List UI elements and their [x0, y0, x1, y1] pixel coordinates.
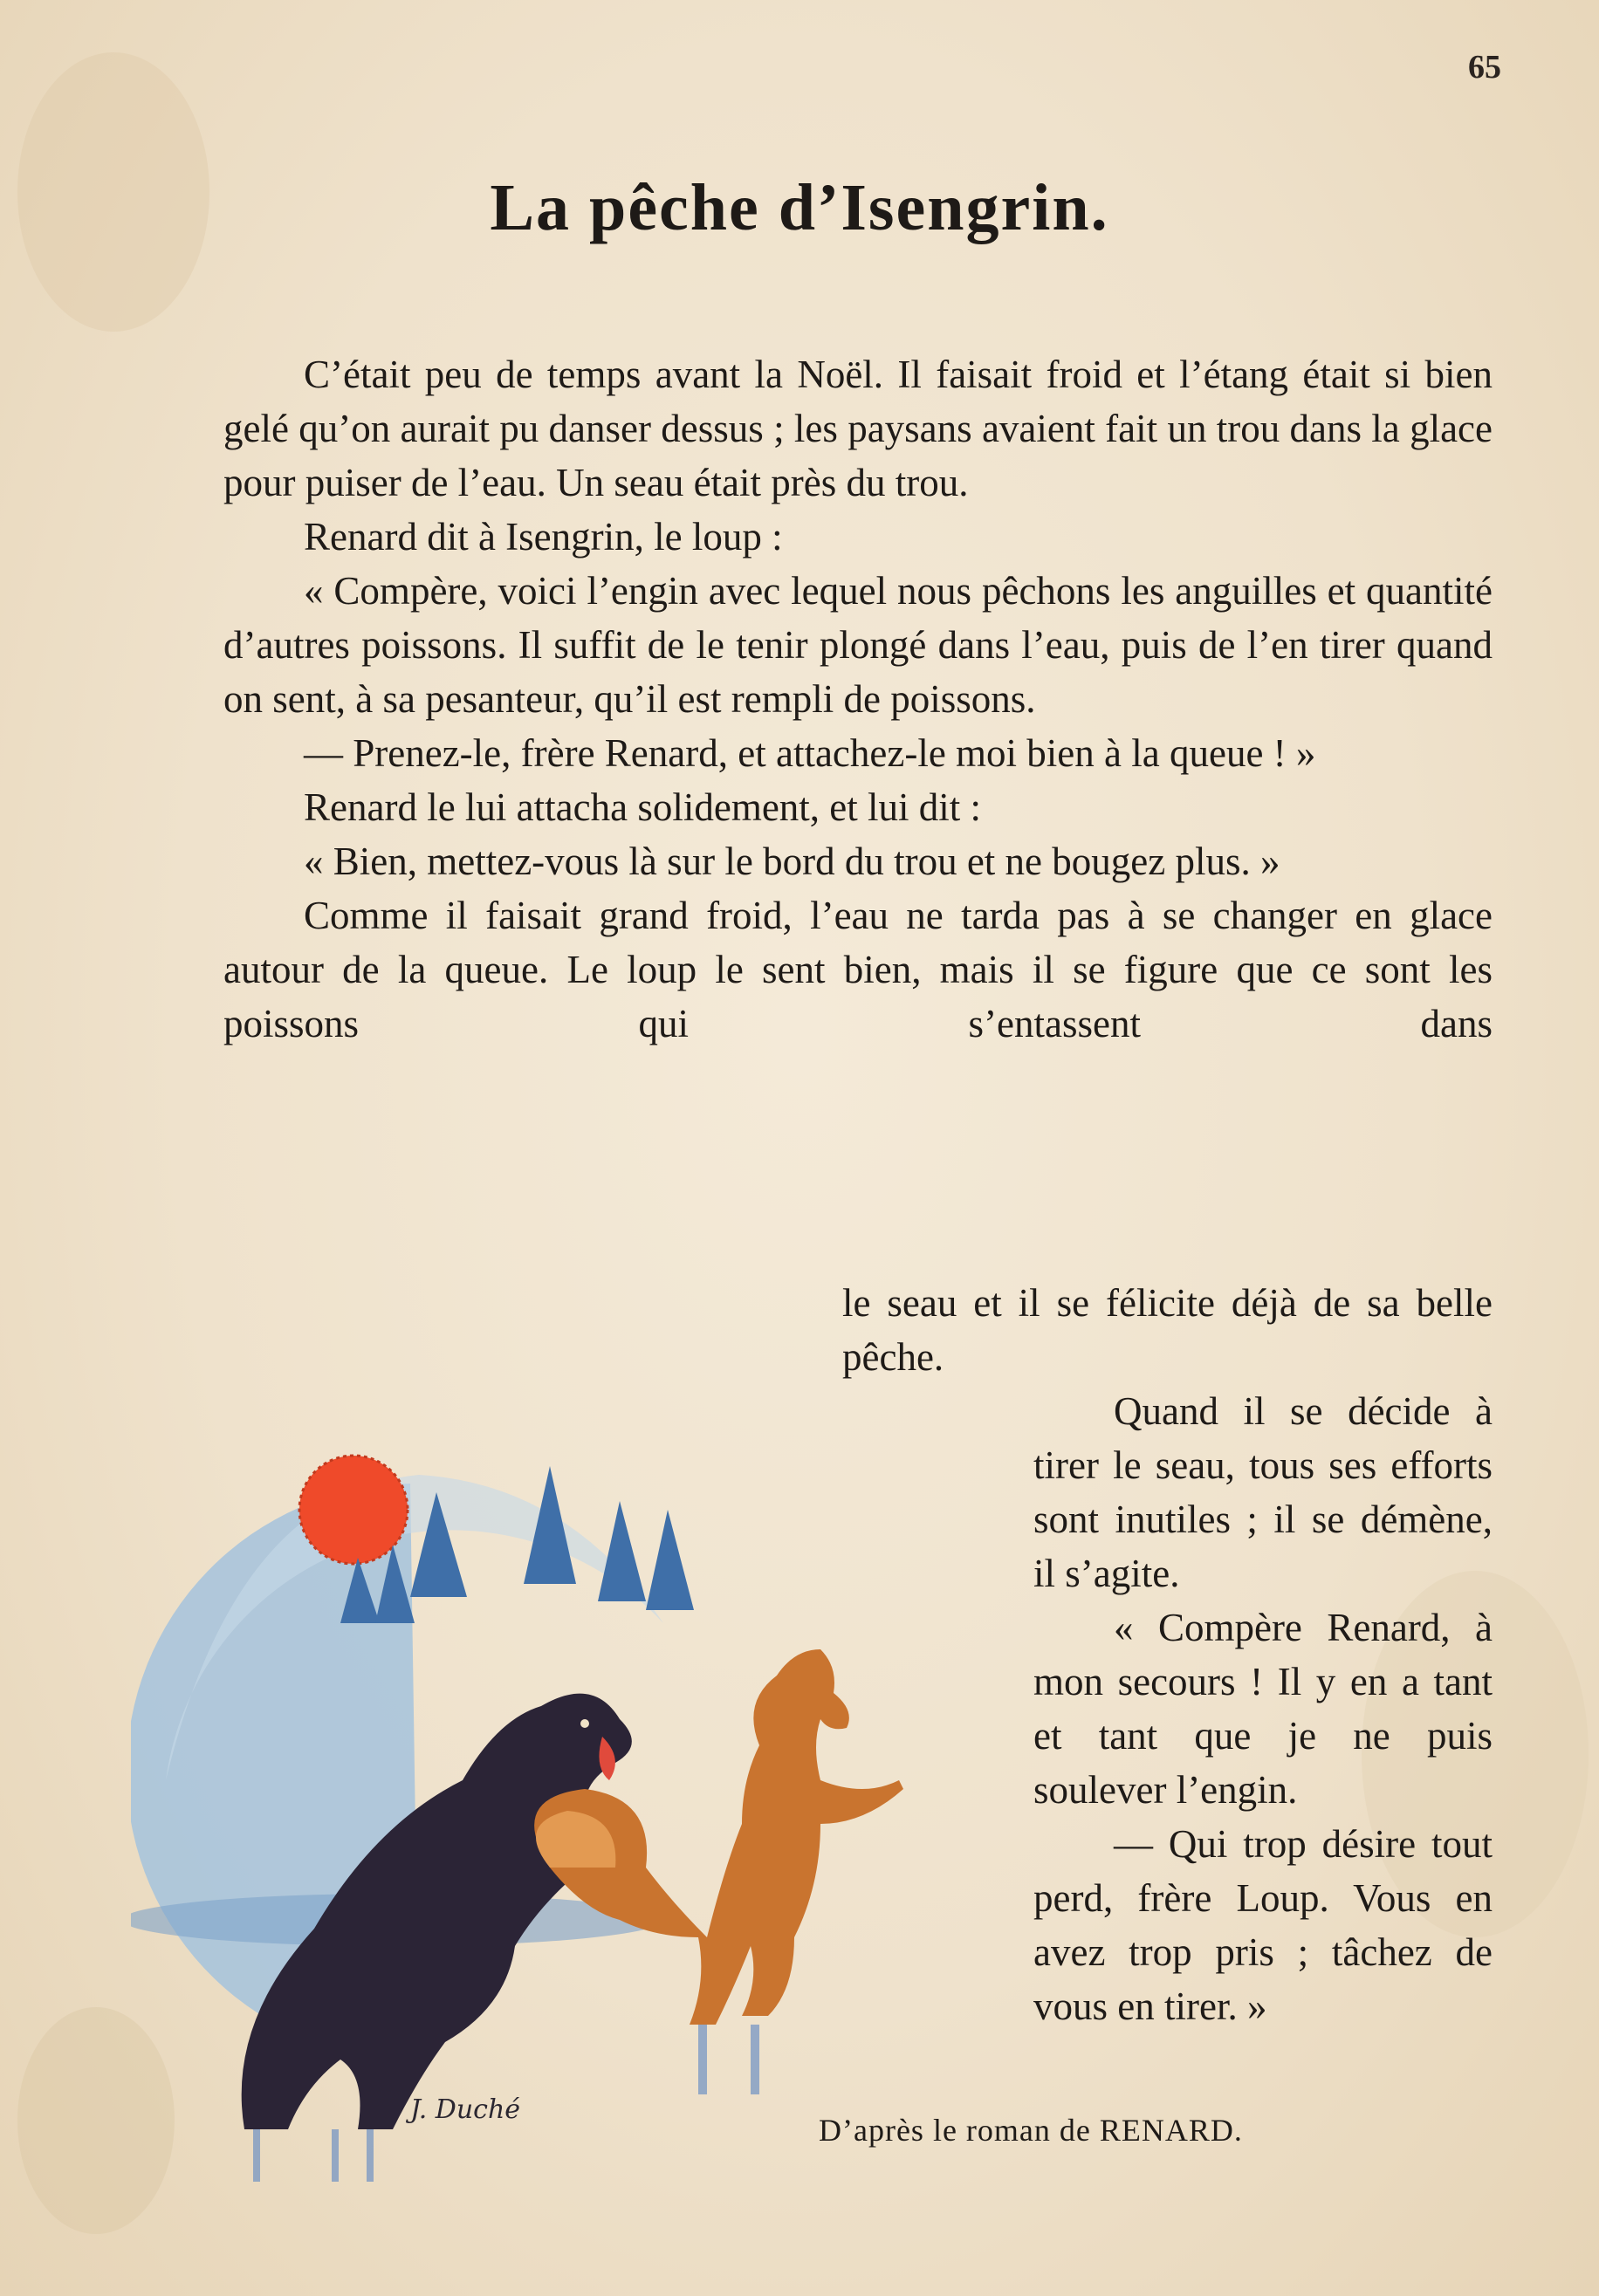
- wolf-and-fox-illustration: [131, 1414, 1056, 2217]
- paragraph: — Qui trop désire tout perd, frère Loup. Vous en avez trop pris ; tâchez de vous en tirer. »: [1033, 1822, 1493, 2028]
- paragraph: C’était peu de temps avant la Noël. Il faisait froid et l’étang était si bien gelé qu’on aurait pu danser dessus ; les paysans avaient fait un trou dans la glace pour puiser de l’eau. Un seau était près du trou.: [223, 353, 1493, 504]
- story-text: [223, 347, 1493, 1051]
- paragraph: Renard le lui attacha solidement, et lui dit :: [304, 785, 982, 829]
- paragraph: Comme il faisait grand froid, l’eau ne tarda pas à se changer en glace autour de la queue. Le loup le sent bien, mais il se figure que ce sont les poissons qui s’entassent dans: [223, 894, 1493, 1045]
- paragraph: Renard dit à Isengrin, le loup :: [304, 515, 783, 559]
- credit-source: RENARD.: [1099, 2113, 1243, 2148]
- paragraph: « Compère Renard, à mon secours ! Il y en a tant et tant que je ne puis soulever l’engin.: [1033, 1606, 1493, 1812]
- source-credit: [819, 2112, 1243, 2149]
- artist-signature: J. Duché: [410, 2094, 521, 2125]
- page-title: La pêche d’Isengrin.: [490, 171, 1109, 244]
- paragraph: le seau et il se félicite déjà de sa belle pêche.: [842, 1281, 1493, 1379]
- paragraph: « Bien, mettez-vous là sur le bord du trou et ne bougez plus. »: [304, 840, 1280, 883]
- paragraph: « Compère, voici l’engin avec lequel nous pêchons les anguilles et quantité d’autres poissons. Il suffit de le tenir plongé dans l’eau, puis de l’en tirer quand on sent, à sa pesanteur, qu’il est rempli de poissons.: [223, 569, 1493, 721]
- sun-icon: [299, 1456, 408, 1564]
- story-text-narrow: [1033, 1384, 1493, 2033]
- credit-prefix: D’après le roman de: [819, 2113, 1091, 2148]
- paragraph: Quand il se décide à tirer le seau, tous ses efforts sont inutiles ; il se démène, il s’agite.: [1033, 1389, 1493, 1595]
- story-text-wrap: [842, 1276, 1493, 1384]
- page-number: 65: [1468, 49, 1501, 86]
- paragraph: — Prenez-le, frère Renard, et attachez-le moi bien à la queue ! »: [304, 731, 1316, 775]
